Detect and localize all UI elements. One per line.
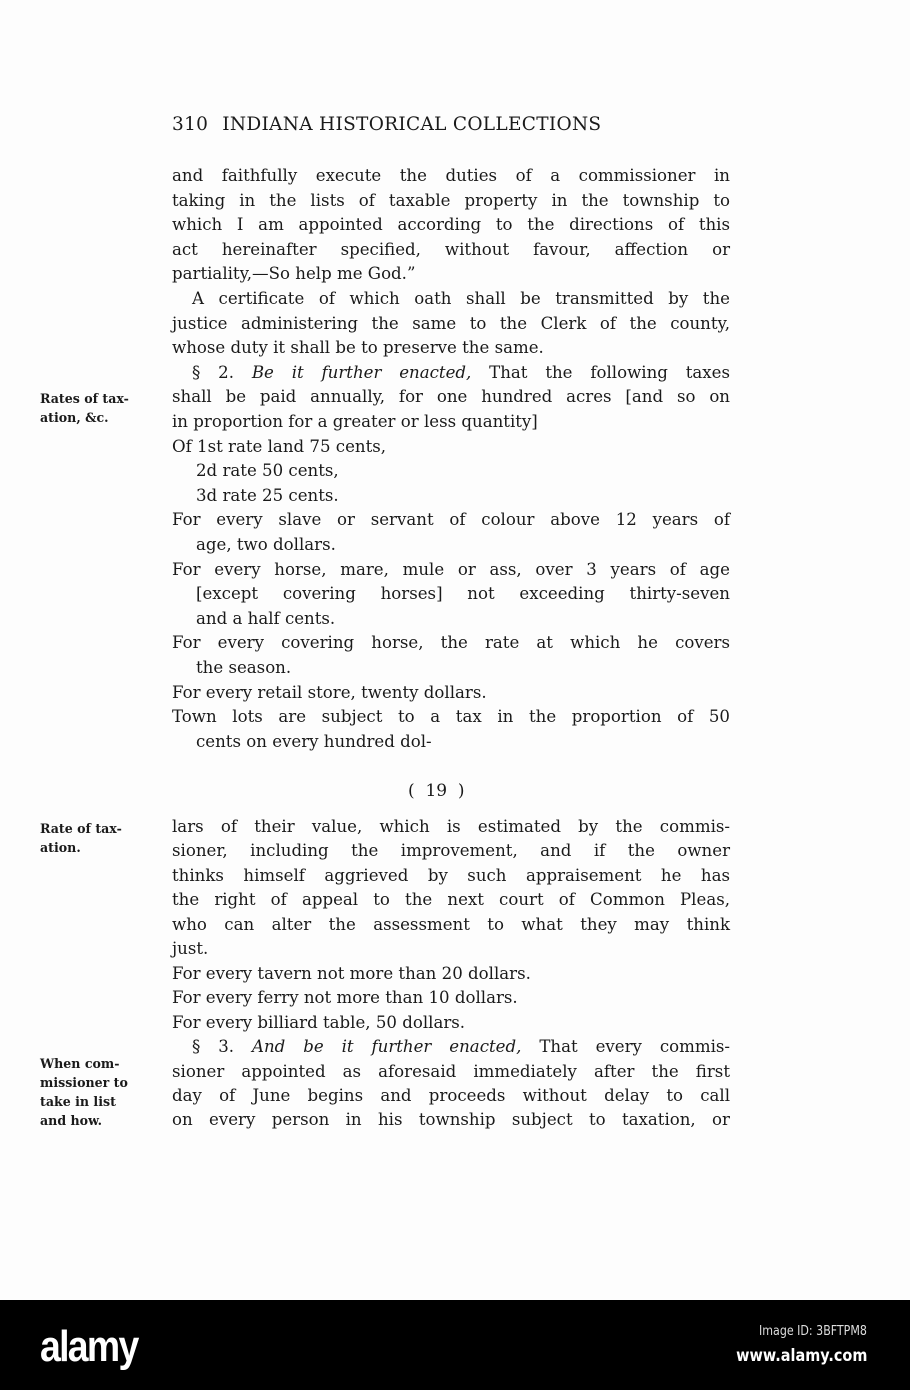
margin-note-line: Rate of tax- [40, 821, 122, 836]
alamy-logo: alamy [40, 1322, 138, 1371]
line-text: who can alter the assessment to what they may think [172, 914, 730, 934]
margin-note-line: take in list [40, 1094, 116, 1109]
line-text: whose duty it shall be to preserve the same. [172, 338, 544, 358]
text-line [172, 509, 730, 531]
italic-text: Be it further enacted, [251, 362, 472, 382]
line-text: sioner appointed as aforesaid immediately after the first [172, 1061, 730, 1081]
text-line [172, 263, 730, 285]
margin-note-line: ation. [40, 840, 81, 855]
text-line [172, 411, 730, 433]
line-text: 3d rate 25 cents. [196, 485, 339, 505]
text-line [196, 657, 730, 679]
margin-note-line: ation, &c. [40, 410, 109, 425]
line-text: just. [172, 939, 209, 959]
line-text: lars of their value, which is estimated by the commis- [172, 817, 730, 836]
text-line [192, 1036, 730, 1058]
line-text: For every retail store, twenty dollars. [172, 682, 487, 702]
running-header [172, 114, 601, 135]
line-text: For every ferry not more than 10 dollars. [172, 988, 518, 1008]
watermark-bar [0, 1300, 910, 1390]
margin-note-line: and how. [40, 1113, 103, 1128]
text-line [172, 938, 730, 960]
line-text: the season. [196, 658, 292, 677]
folio-marker: ( 19 ) [408, 781, 465, 801]
line-text: act hereinafter specified, without favour, affection or [172, 239, 730, 259]
text-line [196, 460, 730, 482]
line-text: age, two dollars. [196, 535, 336, 554]
text-line [172, 632, 730, 654]
line-text: For every tavern not more than 20 dollars. [172, 963, 531, 983]
line-text: thinks himself aggrieved by such appraisement he has [172, 865, 730, 885]
line-text: [except covering horses] not exceeding thirty-seven [196, 584, 730, 604]
line-text: That the following taxes [471, 362, 730, 382]
text-line [172, 987, 730, 1009]
text-line [172, 889, 730, 911]
line-text: day of June begins and proceeds without delay to call [172, 1085, 730, 1105]
text-line [172, 386, 730, 408]
line-text: the right of appeal to the next court of Common Pleas, [172, 890, 730, 910]
text-line [196, 485, 730, 507]
text-line [172, 190, 730, 212]
text-line [172, 436, 730, 458]
margin-note [40, 819, 122, 857]
text-line [192, 288, 730, 310]
line-text: on every person in his township subject to taxation, or [172, 1110, 730, 1130]
text-line [172, 165, 730, 187]
line-text: § 3. [192, 1037, 252, 1057]
line-text: in proportion for a greater or less quantity] [172, 412, 538, 431]
text-line [172, 313, 730, 335]
header-title: INDIANA HISTORICAL COLLECTIONS [222, 114, 602, 135]
line-text: A certificate of which oath shall be transmitted by the [192, 289, 730, 308]
text-line [172, 865, 730, 887]
line-text: sioner, including the improvement, and if the owner [172, 841, 730, 861]
text-line [192, 362, 730, 384]
line-text: and faithfully execute the duties of a commissioner in [172, 166, 730, 185]
text-line [172, 963, 730, 985]
text-line [172, 914, 730, 936]
page-number: 310 [172, 114, 209, 135]
text-line [172, 1012, 730, 1034]
text-line [196, 608, 730, 630]
line-text: Town lots are subject to a tax in the proportion of 50 [172, 707, 730, 727]
line-text: which I am appointed according to the directions of this [172, 215, 730, 235]
site-url: www.alamy.com [735, 1346, 867, 1366]
text-line [172, 559, 730, 581]
margin-note [40, 389, 129, 427]
text-line [172, 214, 730, 236]
line-text: For every billiard table, 50 dollars. [172, 1012, 466, 1032]
line-text: For every horse, mare, mule or ass, over 3 years of age [172, 559, 730, 579]
line-text: For every slave or servant of colour above 12 years of [172, 510, 730, 530]
text-line [172, 706, 730, 728]
text-line [196, 731, 730, 753]
line-text: partiality,—So help me God.” [172, 264, 416, 284]
text-line [196, 583, 730, 605]
text-line [172, 1109, 730, 1131]
text-line [172, 337, 730, 359]
text-line [172, 1085, 730, 1107]
line-text: shall be paid annually, for one hundred acres [and so on [172, 387, 730, 407]
line-text: That every commis- [521, 1037, 730, 1057]
text-line [196, 534, 730, 556]
text-line [172, 1061, 730, 1083]
line-text: Of 1st rate land 75 cents, [172, 436, 387, 456]
line-text: 2d rate 50 cents, [196, 461, 339, 481]
margin-note [40, 1054, 128, 1130]
margin-note-line: When com- [40, 1056, 120, 1071]
line-text: cents on every hundred dol- [196, 731, 432, 751]
margin-note-line: Rates of tax- [40, 391, 129, 406]
text-line [172, 840, 730, 862]
text-line [172, 816, 730, 838]
image-id: Image ID: 3BFTPM8 [759, 1324, 867, 1339]
text-line [172, 239, 730, 261]
line-text: taking in the lists of taxable property in the township to [172, 190, 730, 210]
line-text: For every covering horse, the rate at which he covers [172, 633, 730, 653]
margin-note-line: missioner to [40, 1075, 128, 1090]
line-text: justice administering the same to the Clerk of the county, [172, 313, 730, 333]
line-text: § 2. [192, 362, 252, 382]
italic-text: And be it further enacted, [252, 1037, 522, 1057]
line-text: and a half cents. [196, 608, 336, 628]
text-line [172, 682, 730, 704]
